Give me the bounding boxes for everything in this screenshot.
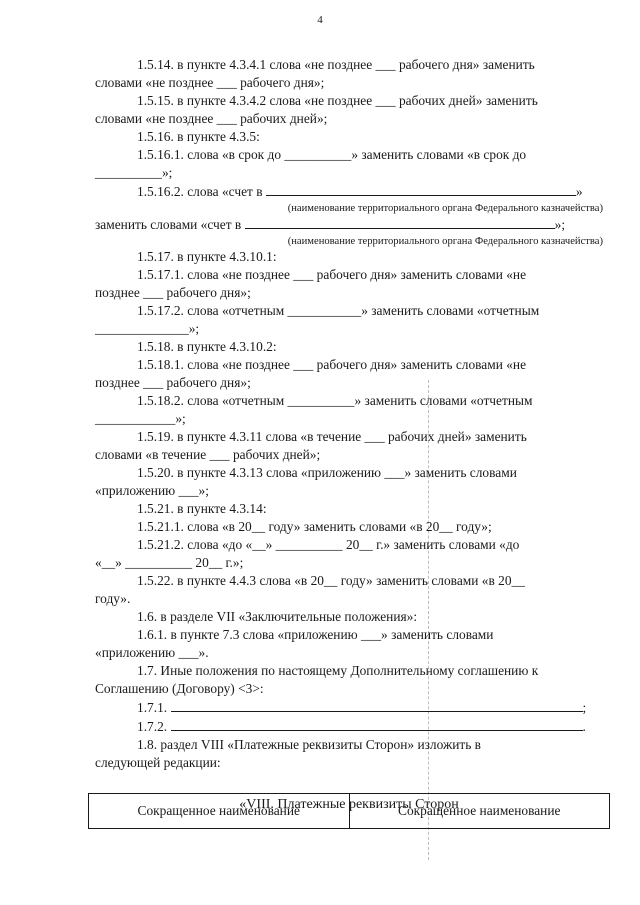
text-fragment: 1.7.1. [137,700,168,715]
text-fragment: »; [554,217,566,232]
requisites-table-header [88,793,610,829]
text-line: позднее ___ рабочего дня»; [95,285,251,300]
text-line: 1.5.17.1. слова «не позднее ___ рабочего дня» заменить словами «не [137,267,527,282]
text-line: году». [95,591,131,606]
text-line: 1.5.19. в пункте 4.3.11 слова «в течение ___ рабочих дней» заменить [137,429,527,444]
text-line: __________»; [95,165,173,180]
page-number: 4 [317,14,323,26]
blank-line [245,215,555,229]
text-line: 1.7. Иные положения по настоящему Дополнительному соглашению к [137,663,539,678]
text-line: 1.5.17. в пункте 4.3.10.1: [137,249,277,264]
text-fragment: . [582,719,586,734]
text-line: «__» __________ 20__ г.»; [95,555,244,570]
text-line: ____________»; [95,411,186,426]
text-line [95,182,603,201]
text-line [95,717,603,736]
text-fragment: ; [582,700,587,715]
text-line [95,215,603,234]
text-line: «приложению ___»; [95,483,209,498]
text-line: словами «в течение ___ рабочих дней»; [95,447,321,462]
text-line: 1.5.16. в пункте 4.3.5: [137,129,260,144]
text-fragment: 1.7.2. [137,719,168,734]
text-line: 1.5.18.1. слова «не позднее ___ рабочего дня» заменить словами «не [137,357,527,372]
blank-line [171,698,583,712]
text-line: 1.5.21.1. слова «в 20__ году» заменить словами «в 20__ году»; [137,519,492,534]
text-line: 1.5.22. в пункте 4.4.3 слова «в 20__ году» заменить словами «в 20__ [137,573,525,588]
text-line: 1.5.18. в пункте 4.3.10.2: [137,339,277,354]
text-line [95,698,603,717]
text-fragment: » [575,184,583,199]
text-fragment: заменить словами «счет в [95,217,242,232]
text-line: 1.5.21.2. слова «до «__» __________ 20__ г.» заменить словами «до [137,537,520,552]
table-header-cell: Сокращенное наименование [137,803,300,818]
document-body [95,56,603,814]
text-line: 1.5.18.2. слова «отчетным __________» заменить словами «отчетным [137,393,533,408]
text-line: Соглашению (Договору) <3>: [95,681,264,696]
text-line: 1.5.17.2. слова «отчетным ___________» заменить словами «отчетным [137,303,540,318]
text-line: словами «не позднее ___ рабочего дня»; [95,75,325,90]
table-header-cell: Сокращенное наименование [349,794,610,828]
text-line: 1.6. в разделе VII «Заключительные положения»: [137,609,418,624]
text-line: ______________»; [95,321,200,336]
text-line: 1.5.14. в пункте 4.3.4.1 слова «не позднее ___ рабочего дня» заменить [137,57,535,72]
text-fragment: 1.5.16.2. слова «счет в [137,184,263,199]
blank-line [266,182,576,196]
blank-line [171,717,583,731]
field-caption: (наименование территориального органа Федерального казначейства) [287,203,603,214]
text-line: 1.5.20. в пункте 4.3.13 слова «приложению ___» заменить словами [137,465,517,480]
section-title: «VIII. Платежные реквизиты Сторон [239,797,459,812]
text-line: 1.5.15. в пункте 4.3.4.2 слова «не позднее ___ рабочих дней» заменить [137,93,538,108]
text-line: 1.5.21. в пункте 4.3.14: [137,501,267,516]
field-caption: (наименование территориального органа Федерального казначейства) [287,236,603,247]
text-line: позднее ___ рабочего дня»; [95,375,251,390]
text-line: 1.5.16.1. слова «в срок до __________» заменить словами «в срок до [137,147,527,162]
text-line: следующей редакции: [95,755,221,770]
text-line: «приложению ___». [95,645,209,660]
text-line: 1.8. раздел VIII «Платежные реквизиты Сторон» изложить в [137,737,482,752]
text-line: словами «не позднее ___ рабочих дней»; [95,111,328,126]
text-line: 1.6.1. в пункте 7.3 слова «приложению ___» заменить словами [137,627,494,642]
